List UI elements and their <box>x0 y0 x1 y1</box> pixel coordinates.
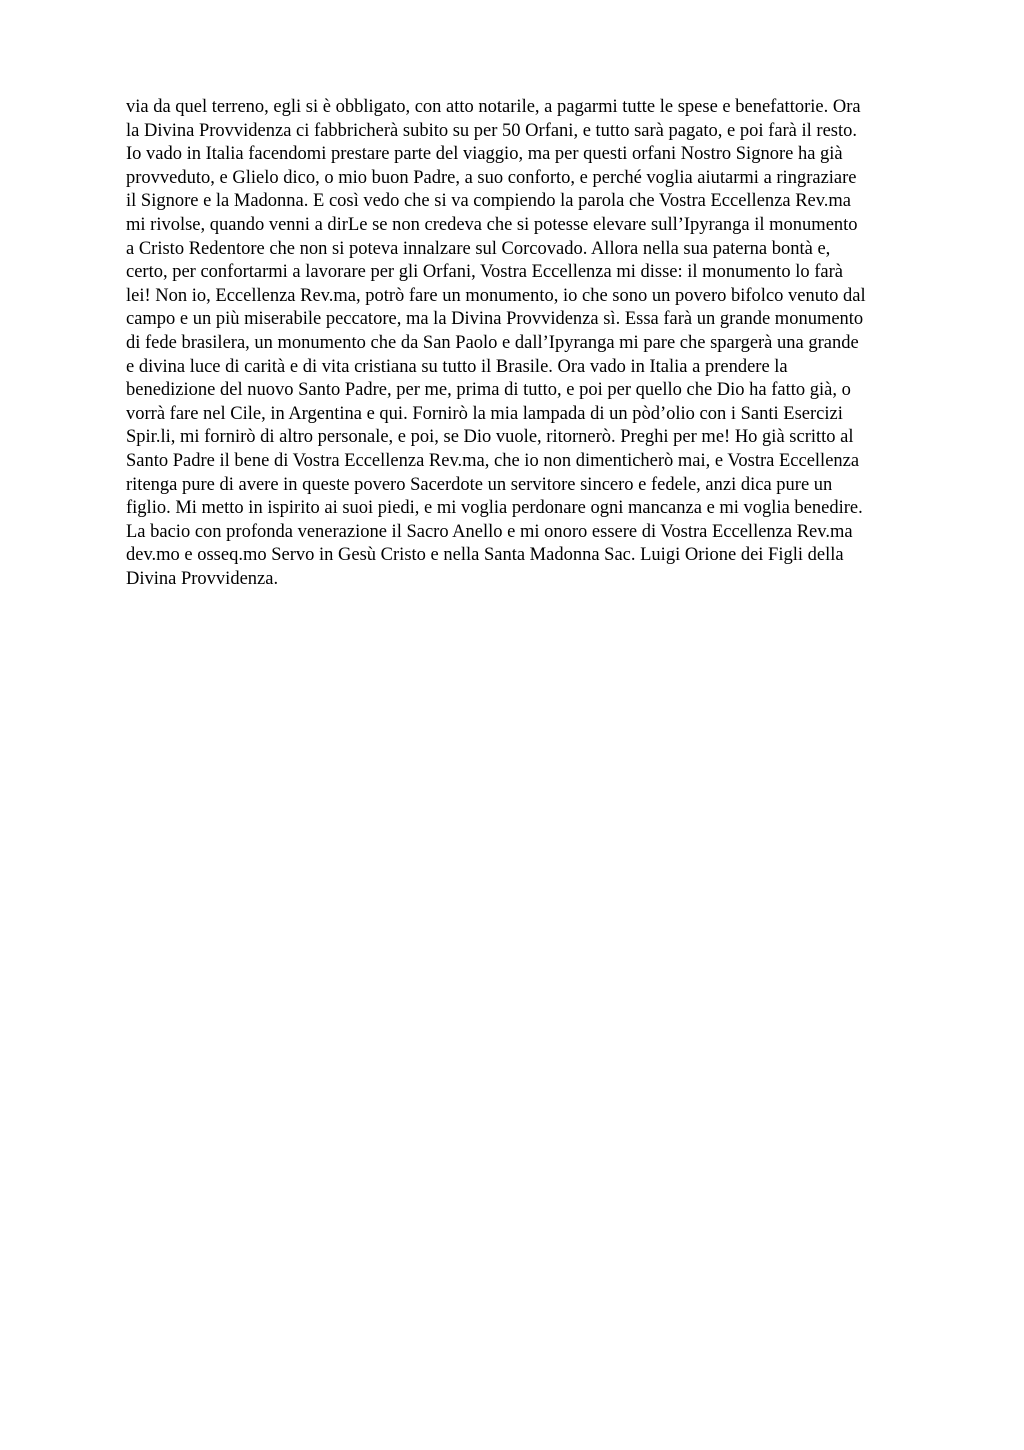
text-line: figlio. Mi metto in ispirito ai suoi piedi, e mi voglia perdonare ogni mancanza e mi voglia benedire. <box>126 498 863 519</box>
text-line: ritenga pure di avere in queste povero Sacerdote un servitore sincero e fedele, anzi dica pure un <box>126 474 833 495</box>
text-line: Divina Provvidenza. <box>126 568 279 589</box>
letter-body-text <box>126 96 966 591</box>
text-line: di fede brasilera, un monumento che da San Paolo e dall’Ipyranga mi pare che spargerà una grande <box>126 332 859 353</box>
text-line: a Cristo Redentore che non si poteva innalzare sul Corcovado. Allora nella sua paterna bontà e, <box>126 238 831 259</box>
text-line: e divina luce di carità e di vita cristiana su tutto il Brasile. Ora vado in Italia a prendere la <box>126 356 788 377</box>
text-line: Io vado in Italia facendomi prestare parte del viaggio, ma per questi orfani Nostro Signore ha già <box>126 144 843 165</box>
text-line: lei! Non io, Eccellenza Rev.ma, potrò fare un monumento, io che sono un povero bifolco venuto dal <box>126 285 866 306</box>
text-line: campo e un più miserabile peccatore, ma la Divina Provvidenza sì. Essa farà un grande monumento <box>126 309 864 330</box>
text-line: dev.mo e osseq.mo Servo in Gesù Cristo e nella Santa Madonna Sac. Luigi Orione dei Figli della <box>126 545 844 566</box>
text-line: provveduto, e Glielo dico, o mio buon Padre, a suo conforto, e perché voglia aiutarmi a ringraziare <box>126 167 857 188</box>
text-line: certo, per confortarmi a lavorare per gli Orfani, Vostra Eccellenza mi disse: il monumento lo farà <box>126 262 843 283</box>
text-line: benedizione del nuovo Santo Padre, per me, prima di tutto, e poi per quello che Dio ha fatto già, o <box>126 380 851 401</box>
text-line: mi rivolse, quando venni a dirLe se non credeva che si potesse elevare sull’Ipyranga il monumento <box>126 214 858 235</box>
text-line: vorrà fare nel Cile, in Argentina e qui. Fornirò la mia lampada di un pòd’olio con i Santi Esercizi <box>126 403 843 424</box>
text-line: La bacio con profonda venerazione il Sacro Anello e mi onoro essere di Vostra Eccellenza Rev.ma <box>126 521 853 542</box>
text-line: la Divina Provvidenza ci fabbricherà subito su per 50 Orfani, e tutto sarà pagato, e poi farà il resto. <box>126 120 858 141</box>
text-line: il Signore e la Madonna. E così vedo che si va compiendo la parola che Vostra Eccellenza Rev.ma <box>126 191 852 212</box>
text-line: Spir.li, mi fornirò di altro personale, e poi, se Dio vuole, ritornerò. Preghi per me! Ho già scritto al <box>126 427 854 448</box>
text-line: via da quel terreno, egli si è obbligato, con atto notarile, a pagarmi tutte le spese e benefattorie. Ora <box>126 97 861 117</box>
text-line: Santo Padre il bene di Vostra Eccellenza Rev.ma, che io non dimenticherò mai, e Vostra Eccellenza <box>126 450 860 471</box>
